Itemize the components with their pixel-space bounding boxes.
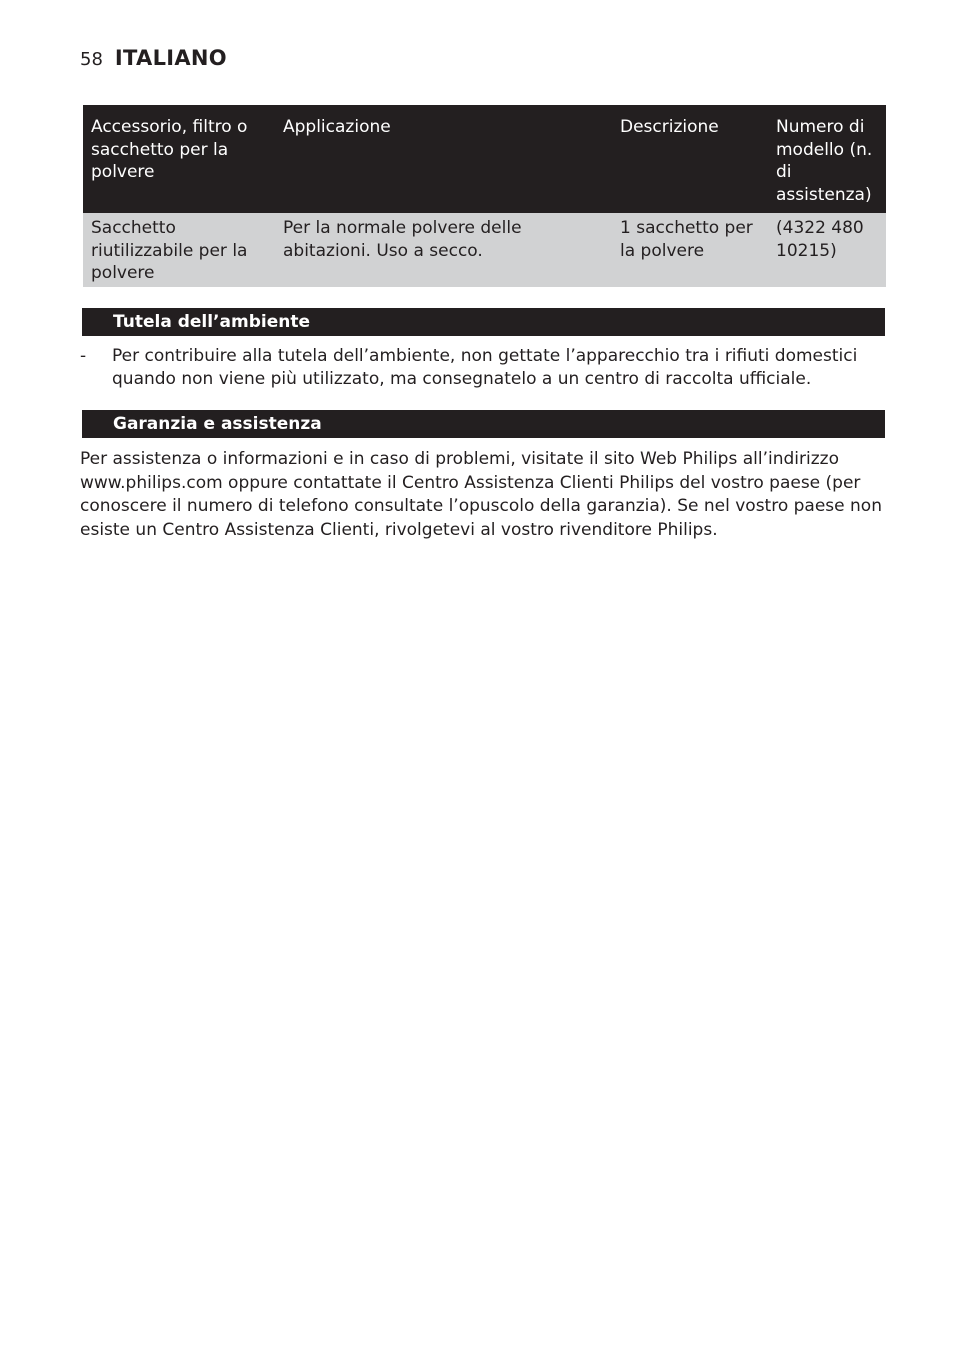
page-number: 58 bbox=[80, 49, 103, 70]
table-row bbox=[83, 213, 886, 287]
table-header-cell-model-number: Numero di modello (n. di assistenza) bbox=[768, 105, 886, 213]
table-cell-application: Per la normale polvere delle abitazioni. Uso a secco. bbox=[275, 213, 612, 287]
bullet-dash: - bbox=[80, 346, 87, 366]
section-heading-environment: Tutela dell’ambiente bbox=[82, 308, 885, 336]
section-heading-warranty: Garanzia e assistenza bbox=[82, 410, 885, 438]
philips-website-link[interactable]: www.philips.com bbox=[80, 472, 223, 493]
page-language-title: ITALIANO bbox=[114, 46, 227, 70]
page-header bbox=[80, 46, 227, 70]
table-header-cell-application: Applicazione bbox=[275, 105, 612, 213]
accessories-table bbox=[83, 105, 886, 287]
table-cell-accessory: Sacchetto riutilizzabile per la polvere bbox=[83, 213, 275, 287]
table-header-row bbox=[83, 105, 886, 213]
table-header-cell-description: Descrizione bbox=[612, 105, 768, 213]
table-cell-model-number: (4322 480 10215) bbox=[768, 213, 886, 287]
warranty-paragraph bbox=[80, 448, 886, 542]
warranty-text-before-link: Per assistenza o informazioni e in caso di problemi, visitate il sito Web Philips all’indirizzo bbox=[80, 449, 839, 469]
table-header-cell-accessory: Accessorio, filtro o sacchetto per la polvere bbox=[83, 105, 275, 213]
environment-text: Per contribuire alla tutela dell’ambiente, non gettate l’apparecchio tra i rifiuti domestici quando non viene più utilizzato, ma consegnatelo a un centro di raccolta ufficiale. bbox=[112, 346, 858, 389]
warranty-text-after-link: oppure contattate il Centro Assistenza Clienti Philips del vostro paese (per conoscere il numero di telefono consultate l’opuscolo della garanzia). Se nel vostro paese non esiste un Centro Assistenza Clienti, rivolgetevi al vostro rivenditore Philips. bbox=[80, 472, 882, 540]
table-cell-description: 1 sacchetto per la polvere bbox=[612, 213, 768, 287]
list-item bbox=[80, 345, 886, 391]
